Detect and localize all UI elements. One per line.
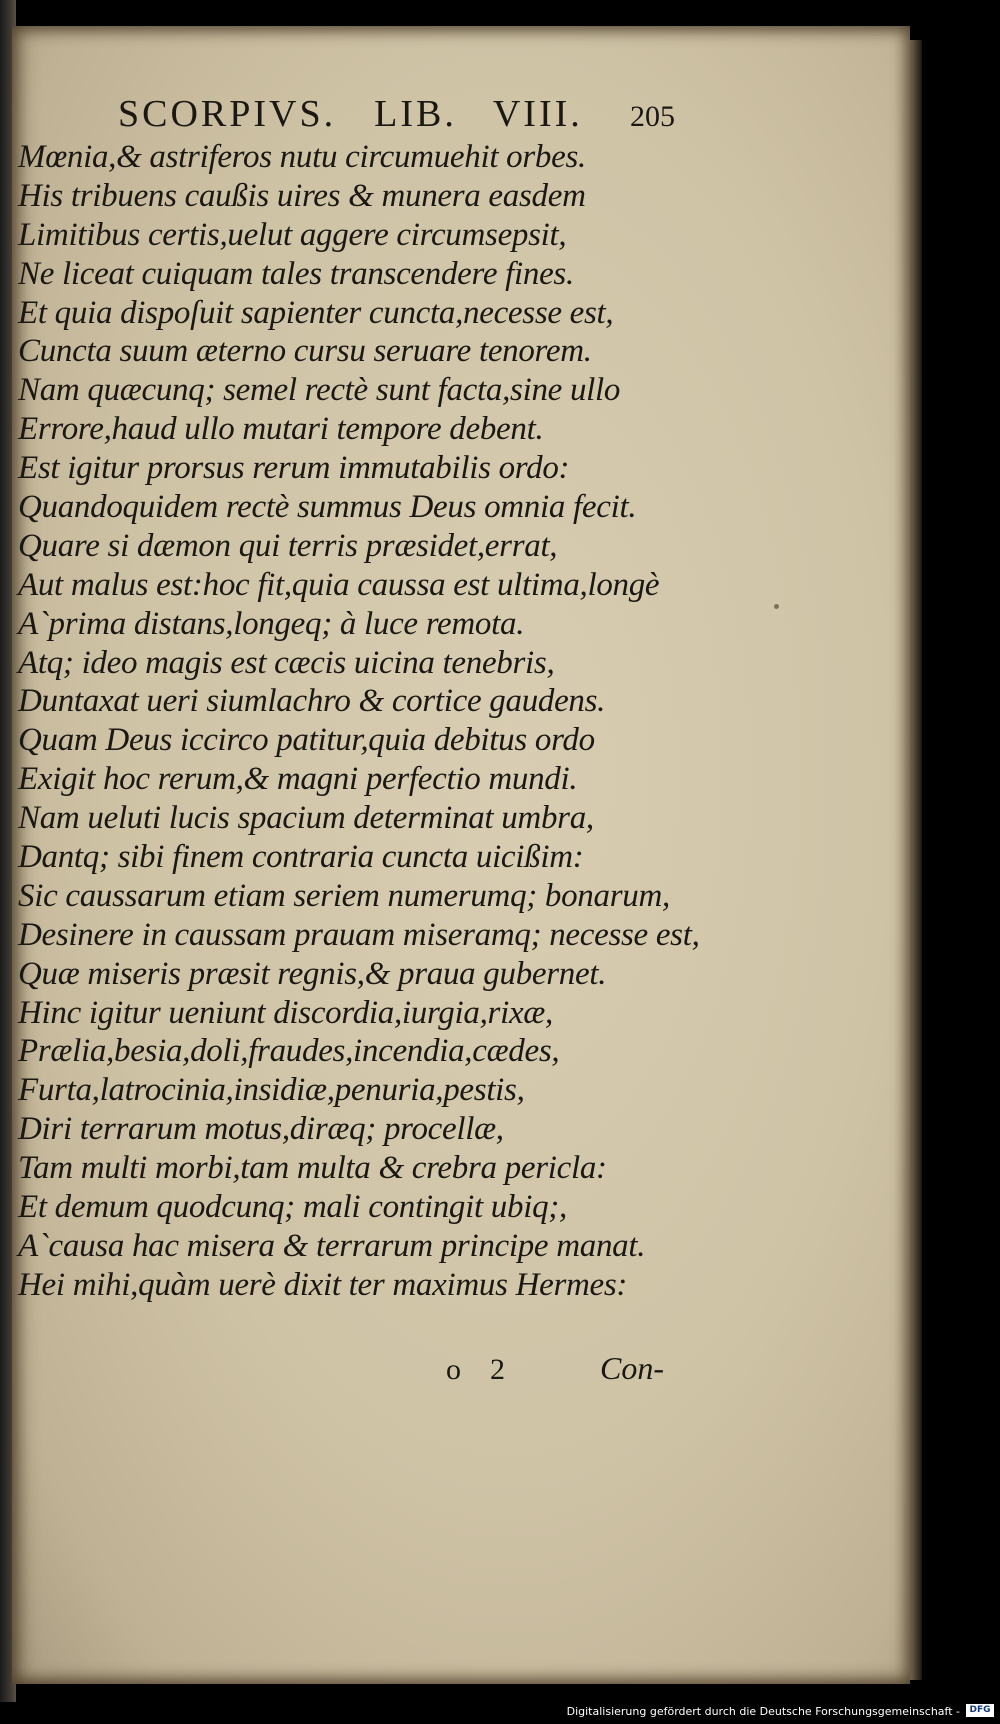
running-head-book: LIB. <box>374 93 457 135</box>
verse-line: Nam ueluti lucis spacium determinat umbra, <box>18 800 594 837</box>
signature-mark-letter: o <box>446 1353 461 1386</box>
verse-line: Quæ miseris præsit regnis,& praua gubernet. <box>18 955 607 992</box>
verse-line: Hinc igitur ueniunt discordia,iurgia,rixæ, <box>18 994 553 1031</box>
verse-line: Aut malus est:hoc fit,quia caussa est ultima,longè <box>18 566 660 603</box>
verse-line: Atq; ideo magis est cæcis uicina tenebris, <box>18 644 555 681</box>
verse-line: Et demum quodcunq; mali contingit ubiq;, <box>18 1189 567 1226</box>
dfg-logo-icon: DFG <box>966 1704 994 1717</box>
verse-line: Sic caussarum etiam seriem numerumq; bonarum, <box>18 877 670 914</box>
verse-line: Quam Deus iccirco patitur,quia debitus ordo <box>18 722 595 759</box>
running-head <box>118 92 688 140</box>
verse-line: Mœnia,& astriferos nutu circumuehit orbes. <box>18 139 586 175</box>
funding-credit: Digitalisierung gefördert durch die Deutsche Forschungsgemeinschaft - <box>566 1705 960 1718</box>
running-head-book-number: VIII. <box>492 93 583 135</box>
verse-line: His tribuens caußis uires & munera easdem <box>18 177 586 214</box>
verse-line: Quare si dæmon qui terris præsidet,errat, <box>18 527 558 564</box>
verse-line: Diri terrarum motus,diræq; procellæ, <box>18 1111 504 1148</box>
verse-line: A`prima distans,longeq; à luce remota. <box>18 605 525 642</box>
verse-line: Exigit hoc rerum,& magni perfectio mundi. <box>18 761 578 798</box>
verse-text <box>18 138 698 1305</box>
verse-line: Desinere in caussam prauam miseramq; necesse est, <box>18 916 700 953</box>
verse-line: Cuncta suum æterno cursu seruare tenorem. <box>18 333 592 370</box>
verse-line: Ne liceat cuiquam tales transcendere fines. <box>18 255 574 292</box>
folio-number: 205 <box>630 100 675 133</box>
verse-line: Errore,haud ullo mutari tempore debent. <box>18 411 544 448</box>
catchword: Con- <box>600 1350 664 1386</box>
paper-speck <box>774 604 779 609</box>
signature-mark-number: 2 <box>490 1353 505 1386</box>
verse-line: A`causa hac misera & terrarum principe manat. <box>18 1227 646 1264</box>
verse-line: Est igitur prorsus rerum immutabilis ordo: <box>18 450 570 487</box>
verse-line: Et quia dispoſuit sapienter cuncta,necesse est, <box>18 294 614 331</box>
verse-line: Furta,latrocinia,insidiæ,penuria,pestis, <box>18 1072 525 1109</box>
verse-line: Tam multi morbi,tam multa & crebra pericla: <box>18 1150 607 1187</box>
signature-line <box>446 1350 676 1390</box>
verse-line: Prælia,besia,doli,fraudes,incendia,cædes, <box>18 1033 560 1070</box>
verse-line: Duntaxat ueri siumlachro & cortice gaudens. <box>18 683 606 720</box>
verse-line: Quandoquidem rectè summus Deus omnia fecit. <box>18 489 637 526</box>
verse-line: Hei mihi,quàm uerè dixit ter maximus Hermes: <box>18 1266 628 1303</box>
verse-line: Limitibus certis,uelut aggere circumsepsit, <box>18 216 567 253</box>
verse-line: Nam quæcunq; semel rectè sunt facta,sine ullo <box>18 372 621 409</box>
verse-line: Dantq; sibi finem contraria cuncta uicißim: <box>18 839 584 876</box>
running-head-title: SCORPIVS. <box>118 93 337 135</box>
